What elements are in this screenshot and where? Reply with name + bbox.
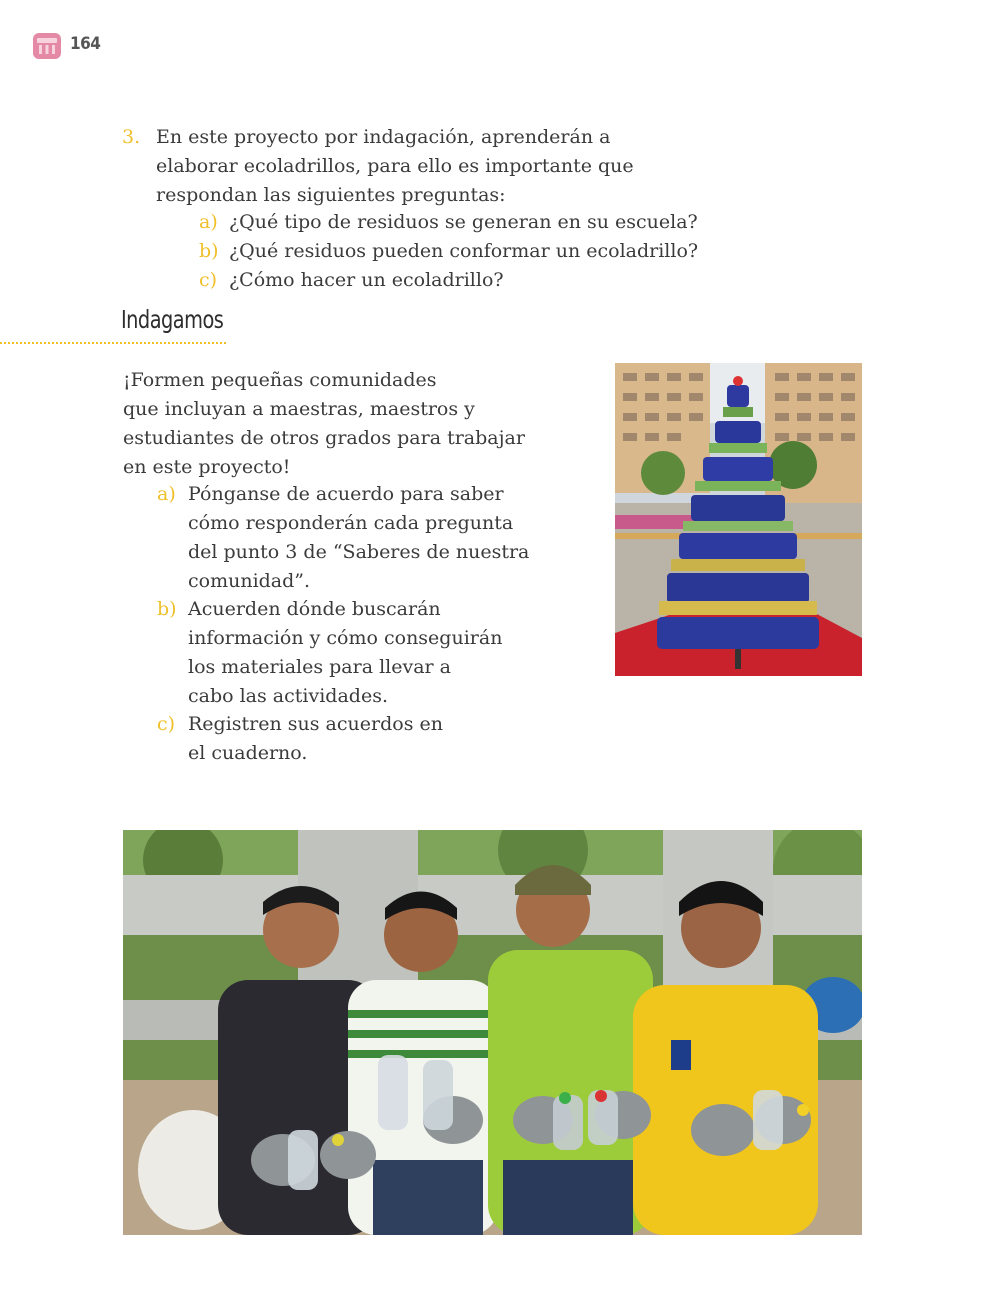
list-item-line: comunidad”. xyxy=(188,570,311,592)
list-item-line: información y cómo conseguirán xyxy=(188,627,503,649)
intro-line: que incluyan a maestras, maestros y xyxy=(123,398,475,420)
list-marker: c) xyxy=(199,269,218,291)
question-number: 3. xyxy=(122,126,141,148)
intro-line: ¡Formen pequeñas comunidades xyxy=(123,369,437,391)
list-item-line: del punto 3 de “Saberes de nuestra xyxy=(188,541,530,563)
list-item-line: Acuerden dónde buscarán xyxy=(188,598,441,620)
list-item: ¿Qué residuos pueden conformar un ecoladrillo? xyxy=(229,240,699,262)
children-ecobricks-photo xyxy=(123,830,862,1235)
bottle-tree-photo xyxy=(615,363,862,676)
page-number: 164 xyxy=(70,34,101,54)
question-line: respondan las siguientes preguntas: xyxy=(156,184,506,206)
question-line: En este proyecto por indagación, aprenderán a xyxy=(156,126,611,148)
list-marker: a) xyxy=(157,483,176,505)
list-marker: c) xyxy=(157,713,176,735)
list-item-line: el cuaderno. xyxy=(188,742,308,764)
list-item-line: cabo las actividades. xyxy=(188,685,388,707)
intro-line: estudiantes de otros grados para trabajar xyxy=(123,427,525,449)
list-item: ¿Qué tipo de residuos se generan en su escuela? xyxy=(229,211,698,233)
list-item-line: Registren sus acuerdos en xyxy=(188,713,443,735)
section-title: Indagamos xyxy=(121,305,224,334)
list-marker: b) xyxy=(157,598,177,620)
list-marker: b) xyxy=(199,240,219,262)
intro-line: en este proyecto! xyxy=(123,456,291,478)
list-item-line: Pónganse de acuerdo para saber xyxy=(188,483,504,505)
list-item-line: los materiales para llevar a xyxy=(188,656,451,678)
title-underline xyxy=(0,342,226,344)
community-glyph-icon xyxy=(33,33,61,59)
list-marker: a) xyxy=(199,211,218,233)
list-item: ¿Cómo hacer un ecoladrillo? xyxy=(229,269,504,291)
list-item-line: cómo responderán cada pregunta xyxy=(188,512,514,534)
question-line: elaborar ecoladrillos, para ello es importante que xyxy=(156,155,634,177)
